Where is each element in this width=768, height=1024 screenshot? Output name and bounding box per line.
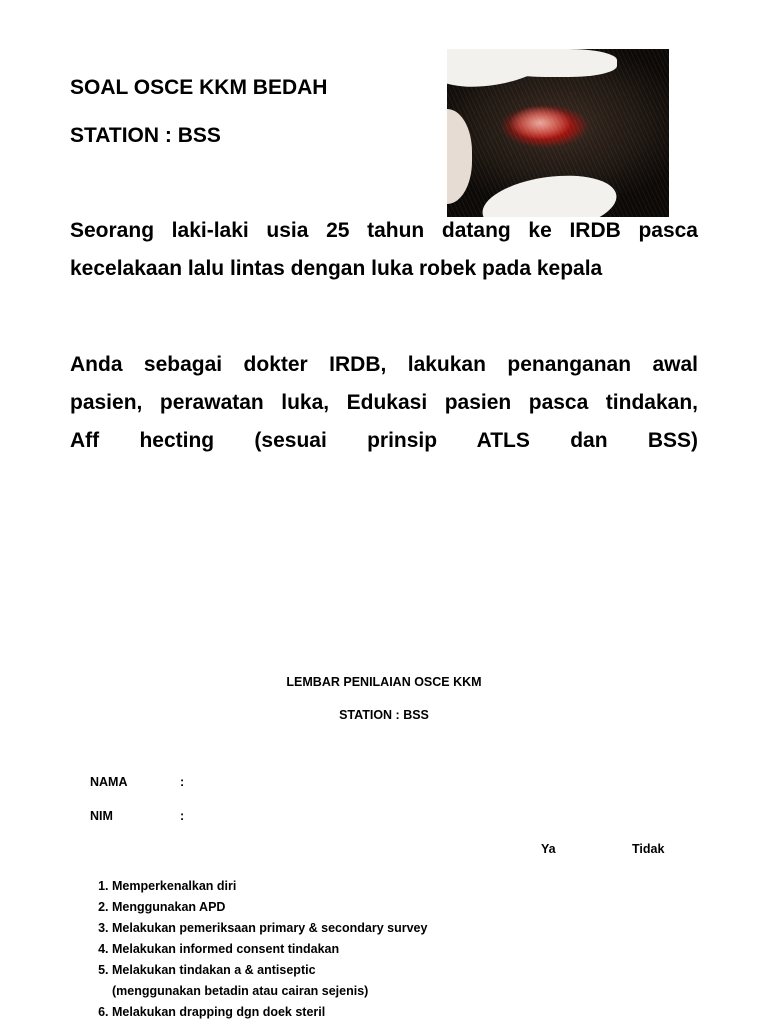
wound-photo	[447, 49, 669, 217]
nim-label: NIM	[90, 809, 113, 823]
checklist-item	[112, 876, 427, 897]
checklist-item-text: Memperkenalkan diri	[112, 879, 237, 893]
checklist-item	[112, 960, 427, 1002]
checklist-item	[112, 897, 427, 918]
checklist-item	[112, 939, 427, 960]
checklist-item-text: Melakukan tindakan a & antiseptic	[112, 963, 316, 977]
name-label: NAMA	[90, 775, 128, 789]
document-title: SOAL OSCE KKM BEDAH	[70, 76, 328, 99]
task-line: Anda sebagai dokter IRDB, lakukan penanganan awal	[70, 353, 698, 376]
name-colon: :	[180, 775, 185, 789]
task-line: pasien, perawatan luka, Edukasi pasien pasca tindakan,	[70, 391, 698, 414]
checklist-item-text: Melakukan pemeriksaan primary & secondary survey	[112, 921, 428, 935]
checklist-item-text: Melakukan informed consent tindakan	[112, 942, 340, 956]
glove-finger-top	[497, 49, 617, 77]
checklist-item	[112, 1002, 427, 1023]
scenario-line: Seorang laki-laki usia 25 tahun datang ke IRDB pasca	[70, 219, 698, 242]
form-title: LEMBAR PENILAIAN OSCE KKM	[286, 675, 482, 689]
task-paragraph	[70, 346, 698, 460]
form-station: STATION : BSS	[339, 708, 429, 722]
checklist-item-subtext: (menggunakan betadin atau cairan sejenis)	[112, 984, 369, 998]
station-label: STATION : BSS	[70, 124, 221, 147]
checklist-item-text: Melakukan drapping dgn doek steril	[112, 1005, 326, 1019]
scenario-line: kecelakaan lalu lintas dengan luka robek pada kepala	[70, 257, 603, 280]
column-header-yes: Ya	[541, 842, 556, 856]
checklist	[90, 876, 427, 1023]
scenario-paragraph	[70, 212, 698, 288]
checklist-item	[112, 918, 427, 939]
nim-colon: :	[180, 809, 185, 823]
checklist-item-text: Menggunakan APD	[112, 900, 226, 914]
task-line: Aff hecting (sesuai prinsip ATLS dan BSS)	[70, 429, 698, 452]
column-header-no: Tidak	[632, 842, 665, 856]
